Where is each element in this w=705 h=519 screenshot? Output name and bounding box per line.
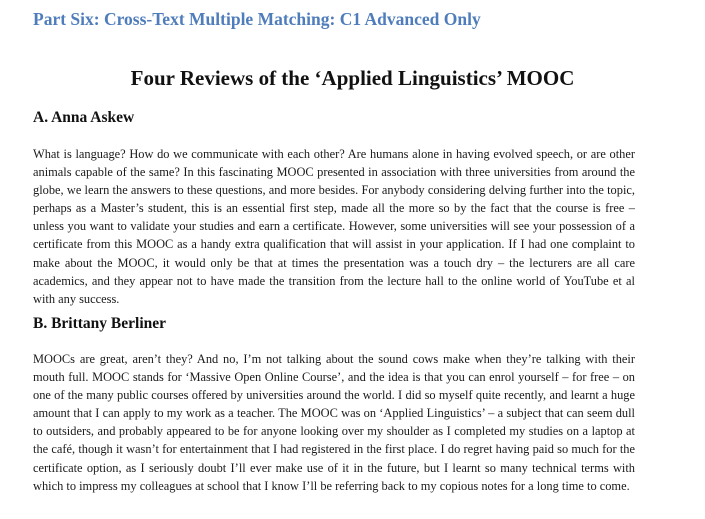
review-b-text: MOOCs are great, aren’t they? And no, I’m not talking about the sound cows make when they’re talking with their mouth full. MOOC stands for ‘Massive Open Online Course’, and the idea is that you can enrol yourself – for free – on one of the many public courses offered by universities around the world. I did so myself quite recently, and learnt a huge amount that I can apply to my work as a teacher. The MOOC was on ‘Applied Linguistics’ – a subject that can seem dull to outsiders, and probably appeared to be for anyone looking over my shoulder as I completed my studies on a laptop at the café, though it wasn’t for entertainment that I had registered in the first place. I do regret having paid so much for the certificate option, as I seriously doubt I’ll ever make use of it in the future, but I learnt so many technical terms with which to impress my colleagues at school that I know I’ll be referring back to my copious notes for a long time to come. [33, 352, 635, 493]
review-b-heading: B. Brittany Berliner [33, 315, 167, 332]
part-title: Part Six: Cross-Text Multiple Matching: C1 Advanced Only [33, 9, 481, 29]
review-a-heading: A. Anna Askew [33, 109, 135, 126]
document-title: Four Reviews of the ‘Applied Linguistics’ MOOC [130, 66, 575, 90]
review-a-text: What is language? How do we communicate with each other? Are humans alone in having evolved speech, or are other animals capable of the same? In this fascinating MOOC presented in association with three universities from around the globe, we learn the answers to these questions, and more besides. For anybody considering delving further into the topic, perhaps as a Master’s student, this is an essential first step, made all the more so by the fact that the course is free – unless you want to validate your studies and earn a certificate. However, some universities will see your possession of a certificate from this MOOC as a handy extra qualification that will assist in your application. If I had one complaint to make about the MOOC, it would only be that at times the presentation was a touch dry – the lecturers are all care academics, and they appear not to have made the transition from the lecture hall to the online world of YouTube et al with any success. [33, 147, 635, 306]
